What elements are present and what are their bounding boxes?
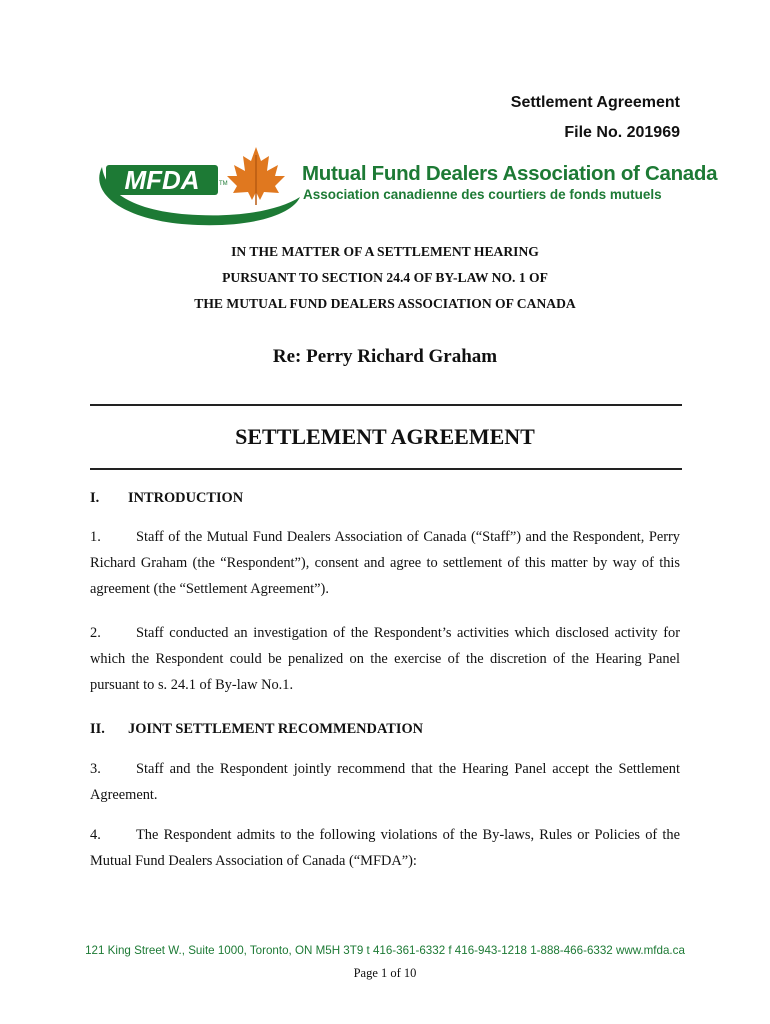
caption-line-2: PURSUANT TO SECTION 24.4 OF BY-LAW NO. 1 OF [222, 270, 548, 285]
paragraph-1 [90, 524, 680, 602]
caption-line-1: IN THE MATTER OF A SETTLEMENT HEARING [231, 244, 539, 259]
caption-line-3: THE MUTUAL FUND DEALERS ASSOCIATION OF CANADA [194, 296, 576, 311]
title-rule-top [90, 404, 682, 406]
logo-name-english: Mutual Fund Dealers Association of Canada [302, 162, 718, 185]
document-title: SETTLEMENT AGREEMENT [235, 424, 535, 449]
paragraph-text: Staff of the Mutual Fund Dealers Association of Canada (“Staff”) and the Respondent, Perry Richard Graham (the “Respondent”), consent and agree to settlement of this matter by way of this agreement (the “Settlement Agreement”). [90, 529, 680, 597]
paragraph-2 [90, 620, 680, 698]
paragraph-number: 1. [90, 529, 101, 545]
logo-tm: TM [219, 181, 228, 187]
document-type-label: Settlement Agreement [510, 94, 680, 111]
footer-address: 121 King Street W., Suite 1000, Toronto, ON M5H 3T9 t 416-361-6332 f 416-943-1218 1-888-466-6332 www.mfda.ca [85, 944, 685, 957]
section-label: INTRODUCTION [128, 490, 244, 506]
paragraph-number: 2. [90, 625, 101, 641]
page-number: Page 1 of 10 [353, 966, 417, 980]
paragraph-number: 3. [90, 761, 101, 777]
paragraph-number: 4. [90, 827, 101, 843]
paragraph-text: Staff conducted an investigation of the Respondent’s activities which disclosed activity for which the Respondent could be penalized on the exercise of the discretion of the Hearing Panel pursuant to s. 24.1 of By-law No.1. [90, 625, 680, 693]
section-number: II. [90, 721, 105, 737]
file-number: File No. 201969 [564, 124, 680, 141]
logo-acronym: MFDA [124, 165, 200, 195]
paragraph-text: Staff and the Respondent jointly recommend that the Hearing Panel accept the Settlement Agreement. [90, 761, 680, 803]
re-line: Re: Perry Richard Graham [272, 346, 498, 367]
title-rule-bottom [90, 468, 682, 470]
paragraph-text: The Respondent admits to the following violations of the By-laws, Rules or Policies of the Mutual Fund Dealers Association of Canada (“MFDA”): [90, 827, 680, 869]
paragraph-4 [90, 822, 680, 874]
paragraph-3 [90, 756, 680, 808]
section-number: I. [90, 490, 100, 506]
logo-name-french: Association canadienne des courtiers de fonds mutuels [303, 187, 662, 202]
section-label: JOINT SETTLEMENT RECOMMENDATION [128, 721, 424, 737]
